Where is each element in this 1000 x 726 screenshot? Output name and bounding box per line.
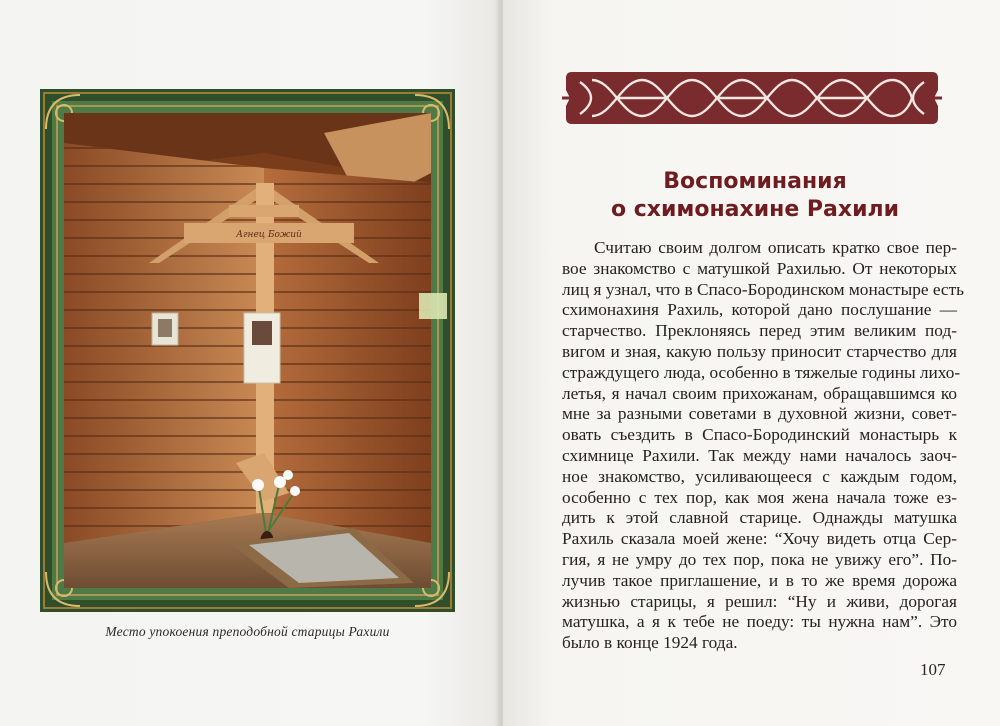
text-line: ное знакомство, усиливающееся с каждым годом, [562,466,957,486]
photo-caption: Место упокоения преподобной старицы Рахили [105,624,390,639]
text-line: было в конце 1924 года. [562,633,738,653]
chapter-title [560,168,950,224]
celtic-knot-icon [562,68,942,128]
title-line-1: Воспоминания [663,169,847,194]
text-line: дить к этой славной старице. Однажды матушка [562,508,957,528]
text-line: овать съездить в Спасо-Бородинский монастырь к [562,425,957,445]
text-line: страждущего люда, особенно в тяжелые годины лихо- [562,362,961,382]
text-line: Считаю своим долгом описать кратко свое пер- [594,238,957,257]
body-text [562,238,965,654]
knot-ornament-header [562,68,942,128]
text-line: старчество. Преклоняясь перед этим великим под- [562,321,957,341]
cross-plaque-text: Агнец Божий [236,230,302,240]
text-line: летья, я начал своим прихожанам, обращавшимся ко [562,383,957,403]
text-line: лиц я узнал, что в Спасо-Бородинском монастыре есть [562,279,965,299]
title-line-2: о схимонахине Рахили [610,197,900,222]
page-number: 107 [920,660,946,679]
memorial-room-photo [40,89,455,612]
text-line: жизнью старицы, я решил: “Ну и живи, дорогая [562,591,957,611]
photo-frame [40,89,455,612]
text-line: гия, я не умру до тех пор, пока не увижу его”. По- [562,549,957,569]
left-page [0,0,497,726]
text-line: вое знакомство с матушкой Рахилью. От некоторых [562,258,957,278]
text-line: матушка, а я к тебе не поеду: ты нужна нам”. Это [562,612,957,632]
text-line: мне за разными советами в духовной жизни, совет- [562,404,957,424]
text-line: особенно с тех пор, как моя жена начала тоже ез- [562,487,957,507]
text-line: Рахиль сказала моей жене: “Хочу видеть отца Сер- [562,529,957,549]
text-line: схимнице Рахили. Так между нами началось заоч- [562,445,957,465]
text-line: вигом и зная, какую пользу приносит старчество для [562,341,957,361]
text-line: схимонахиня Рахиль, которой дано послушание — [562,300,957,320]
text-line: лучив такое приглашение, и в то же время дорожа [562,570,957,590]
